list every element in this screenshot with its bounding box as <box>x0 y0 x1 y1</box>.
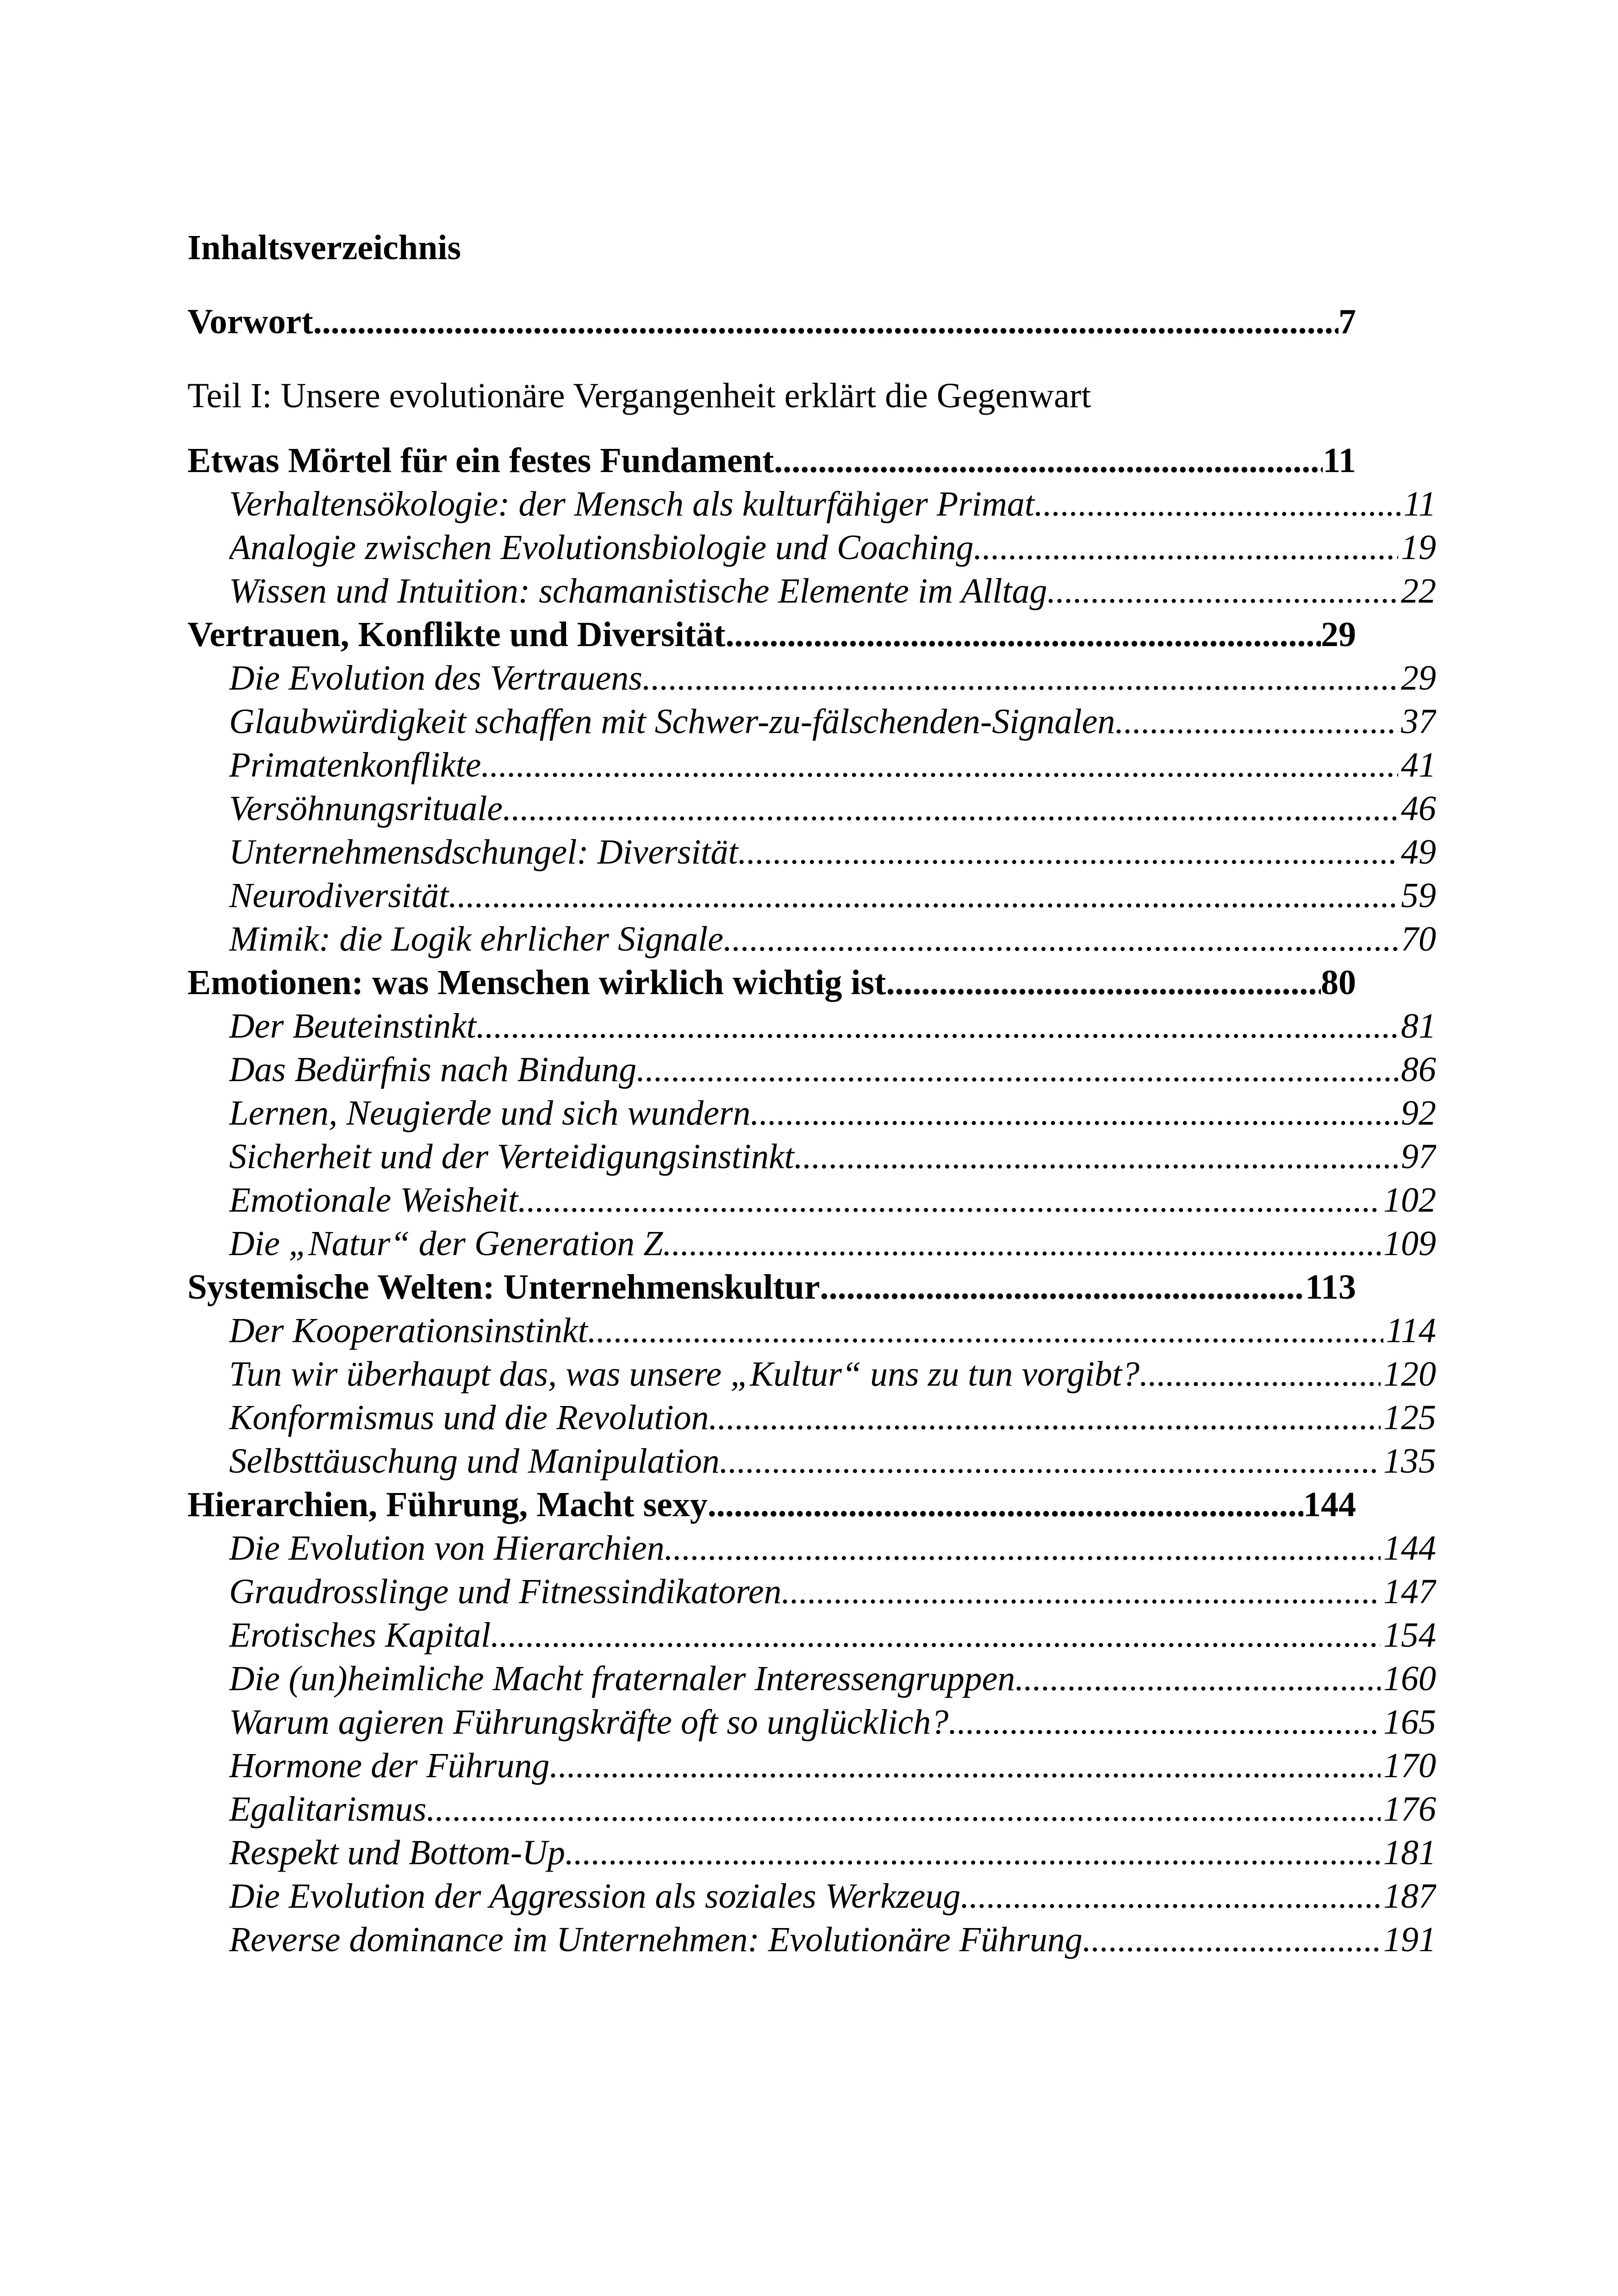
section-title: Primatenkonflikte <box>229 746 481 784</box>
dot-leader <box>663 1223 1381 1264</box>
chapter-title: Vertrauen, Konflikte und Diversität <box>187 615 726 654</box>
section-title: Selbsttäuschung und Manipulation <box>229 1442 720 1481</box>
dot-leader <box>738 831 1398 873</box>
dot-leader <box>774 440 1323 481</box>
dot-leader <box>1034 483 1401 525</box>
toc-section-line[interactable] <box>229 1353 1436 1395</box>
toc-section-line[interactable] <box>229 1223 1436 1264</box>
toc-section-line[interactable] <box>229 918 1436 960</box>
page-number: 59 <box>1401 876 1436 915</box>
section-title: Lernen, Neugierde und sich wundern <box>229 1094 751 1132</box>
page-number: 46 <box>1401 789 1436 828</box>
dot-leader <box>518 1179 1381 1221</box>
page-number: 120 <box>1383 1355 1436 1394</box>
toc-section-line[interactable] <box>229 1049 1436 1090</box>
section-title: Verhaltensökologie: der Mensch als kulturfähiger Primat <box>229 485 1035 523</box>
chapter-title: Emotionen: was Menschen wirklich wichtig ist <box>187 963 886 1002</box>
dot-leader <box>549 1745 1381 1786</box>
section-title: Wissen und Intuition: schamanistische Elemente im Alltag <box>229 572 1047 610</box>
toc-section-line[interactable] <box>229 1136 1436 1177</box>
dot-leader <box>948 1701 1381 1743</box>
page-number: 135 <box>1383 1442 1436 1481</box>
page-number: 125 <box>1383 1398 1436 1437</box>
toc-section-line[interactable] <box>229 1092 1436 1134</box>
section-title: Tun wir überhaupt das, was unsere „Kultur“ uns zu tun vorgibt? <box>229 1355 1140 1394</box>
dot-leader <box>886 962 1321 1003</box>
dot-leader <box>708 1484 1303 1525</box>
dot-leader <box>427 1788 1381 1830</box>
dot-leader <box>448 875 1398 916</box>
chapter-title: Hierarchien, Führung, Macht sexy <box>187 1485 708 1524</box>
page-number: 109 <box>1383 1224 1436 1263</box>
toc-section-line[interactable] <box>229 483 1436 525</box>
section-title: Mimik: die Logik ehrlicher Signale <box>229 920 723 958</box>
page-number: 11 <box>1403 485 1436 523</box>
page-number: 181 <box>1383 1833 1436 1872</box>
section-title: Analogie zwischen Evolutionsbiologie und Coaching <box>229 528 974 567</box>
toc-section-line[interactable] <box>229 657 1436 699</box>
dot-leader <box>1083 1919 1381 1960</box>
toc-chapter-line[interactable] <box>187 1484 1356 1525</box>
toc-section-line[interactable] <box>229 744 1436 786</box>
dot-leader <box>794 1136 1398 1177</box>
page-number: 7 <box>1338 302 1356 341</box>
page-number: 11 <box>1323 441 1356 480</box>
page-number: 29 <box>1401 659 1436 697</box>
toc-section-line[interactable] <box>229 1440 1436 1482</box>
page-number: 97 <box>1401 1137 1436 1176</box>
section-title: Die Evolution von Hierarchien <box>229 1529 665 1568</box>
page-number: 49 <box>1401 833 1436 871</box>
dot-leader <box>665 1527 1381 1569</box>
toc-section-line[interactable] <box>229 875 1436 916</box>
dot-leader <box>313 301 1338 342</box>
page-number: 170 <box>1383 1746 1436 1785</box>
section-title: Reverse dominance im Unternehmen: Evolutionäre Führung <box>229 1920 1083 1959</box>
dot-leader <box>974 527 1398 568</box>
section-title: Sicherheit und der Verteidigungsinstinkt <box>229 1137 794 1176</box>
dot-leader <box>960 1875 1381 1917</box>
page-number: 144 <box>1383 1529 1436 1568</box>
page-number: 80 <box>1321 963 1356 1002</box>
section-title: Die Evolution des Vertrauens <box>229 659 642 697</box>
chapter-title: Etwas Mörtel für ein festes Fundament <box>187 441 774 480</box>
dot-leader <box>503 788 1398 829</box>
dot-leader <box>726 614 1321 655</box>
section-title: Warum agieren Führungskräfte oft so unglücklich? <box>229 1703 949 1742</box>
toc-section-line[interactable] <box>229 1527 1436 1569</box>
section-title: Der Beuteinstinkt <box>229 1007 476 1045</box>
page-number: 147 <box>1383 1572 1436 1611</box>
dot-leader <box>720 1440 1381 1482</box>
toc-chapter-line[interactable] <box>187 962 1356 1003</box>
page-number: 41 <box>1401 746 1436 784</box>
toc-section-line[interactable] <box>229 1745 1436 1786</box>
section-title: Die (un)heimliche Macht fraternaler Interessengruppen <box>229 1659 1015 1698</box>
page-number: 113 <box>1305 1268 1356 1307</box>
section-title: Glaubwürdigkeit schaffen mit Schwer-zu-fälschenden-Signalen <box>229 702 1115 741</box>
page-number: 92 <box>1401 1094 1436 1132</box>
toc-chapter-line[interactable] <box>187 440 1356 481</box>
dot-leader <box>1015 1658 1381 1699</box>
page-number: 37 <box>1401 702 1436 741</box>
toc-section-line[interactable] <box>229 1658 1436 1699</box>
section-title: Hormone der Führung <box>229 1746 550 1785</box>
page-number: 81 <box>1401 1007 1436 1045</box>
section-title: Respekt und Bottom-Up <box>229 1833 566 1872</box>
section-title: Erotisches Kapital <box>229 1616 491 1655</box>
section-title: Konformismus und die Revolution <box>229 1398 709 1437</box>
page-number: 144 <box>1303 1485 1356 1524</box>
section-title: Versöhnungsrituale <box>229 789 503 828</box>
page-number: 86 <box>1401 1050 1436 1089</box>
dot-leader <box>481 744 1398 786</box>
section-title: Emotionale Weisheit <box>229 1181 518 1220</box>
toc-section-line[interactable] <box>229 1919 1436 1960</box>
dot-leader <box>751 1092 1399 1134</box>
section-title: Die Evolution der Aggression als soziales Werkzeug <box>229 1877 961 1916</box>
dot-leader <box>723 918 1398 960</box>
dot-leader <box>1139 1353 1381 1395</box>
part-title: Teil I: Unsere evolutionäre Vergangenheit erklärt die Gegenwart <box>187 376 1091 415</box>
toc-section-line[interactable] <box>229 1571 1436 1612</box>
page-number: 160 <box>1383 1659 1436 1698</box>
toc-section-line[interactable] <box>229 1397 1436 1438</box>
toc-section-line[interactable] <box>229 527 1436 568</box>
section-title: Egalitarismus <box>229 1790 427 1829</box>
toc-heading: Inhaltsverzeichnis <box>187 228 461 267</box>
page-number: 176 <box>1383 1790 1436 1829</box>
section-title: Graudrosslinge und Fitnessindikatoren <box>229 1572 782 1611</box>
page-number: 29 <box>1321 615 1356 654</box>
toc-section-line[interactable] <box>229 1832 1436 1873</box>
toc-section-line[interactable] <box>229 788 1436 829</box>
dot-leader <box>476 1005 1398 1047</box>
page-number: 191 <box>1383 1920 1436 1959</box>
dot-leader <box>636 1049 1398 1090</box>
page-number: 165 <box>1383 1703 1436 1742</box>
toc-section-line[interactable] <box>229 1788 1436 1830</box>
toc-section-line[interactable] <box>229 570 1436 612</box>
dot-leader <box>781 1571 1381 1612</box>
toc-section-line[interactable] <box>229 831 1436 873</box>
toc-section-line[interactable] <box>229 1005 1436 1047</box>
toc-section-line[interactable] <box>229 1701 1436 1743</box>
toc-section-line[interactable] <box>229 1179 1436 1221</box>
dot-leader <box>709 1397 1381 1438</box>
dot-leader <box>642 657 1398 699</box>
toc-chapter-line[interactable] <box>187 1266 1356 1308</box>
section-title: Neurodiversität <box>229 876 449 915</box>
toc-chapter-line[interactable] <box>187 614 1356 655</box>
page-number: 19 <box>1401 528 1436 567</box>
toc-section-line[interactable] <box>229 701 1436 742</box>
toc-chapter-line[interactable] <box>187 301 1356 342</box>
section-title: Unternehmensdschungel: Diversität <box>229 833 738 871</box>
chapter-title: Systemische Welten: Unternehmenskultur <box>187 1268 820 1307</box>
dot-leader <box>565 1832 1381 1873</box>
page-number: 102 <box>1383 1181 1436 1220</box>
page-number: 22 <box>1401 572 1436 610</box>
page-number: 70 <box>1401 920 1436 958</box>
page-number: 154 <box>1383 1616 1436 1655</box>
dot-leader <box>1115 701 1398 742</box>
dot-leader <box>1047 570 1398 612</box>
dot-leader <box>588 1310 1383 1351</box>
toc-section-line[interactable] <box>229 1875 1436 1917</box>
section-title: Die „Natur“ der Generation Z <box>229 1224 663 1263</box>
section-title: Der Kooperationsinstinkt <box>229 1311 588 1350</box>
section-title: Das Bedürfnis nach Bindung <box>229 1050 637 1089</box>
chapter-title: Vorwort <box>187 302 313 341</box>
page-number: 114 <box>1386 1311 1436 1350</box>
page-number: 187 <box>1383 1877 1436 1916</box>
toc-section-line[interactable] <box>229 1310 1436 1351</box>
dot-leader <box>491 1614 1381 1656</box>
toc-section-line[interactable] <box>229 1614 1436 1656</box>
dot-leader <box>820 1266 1306 1308</box>
